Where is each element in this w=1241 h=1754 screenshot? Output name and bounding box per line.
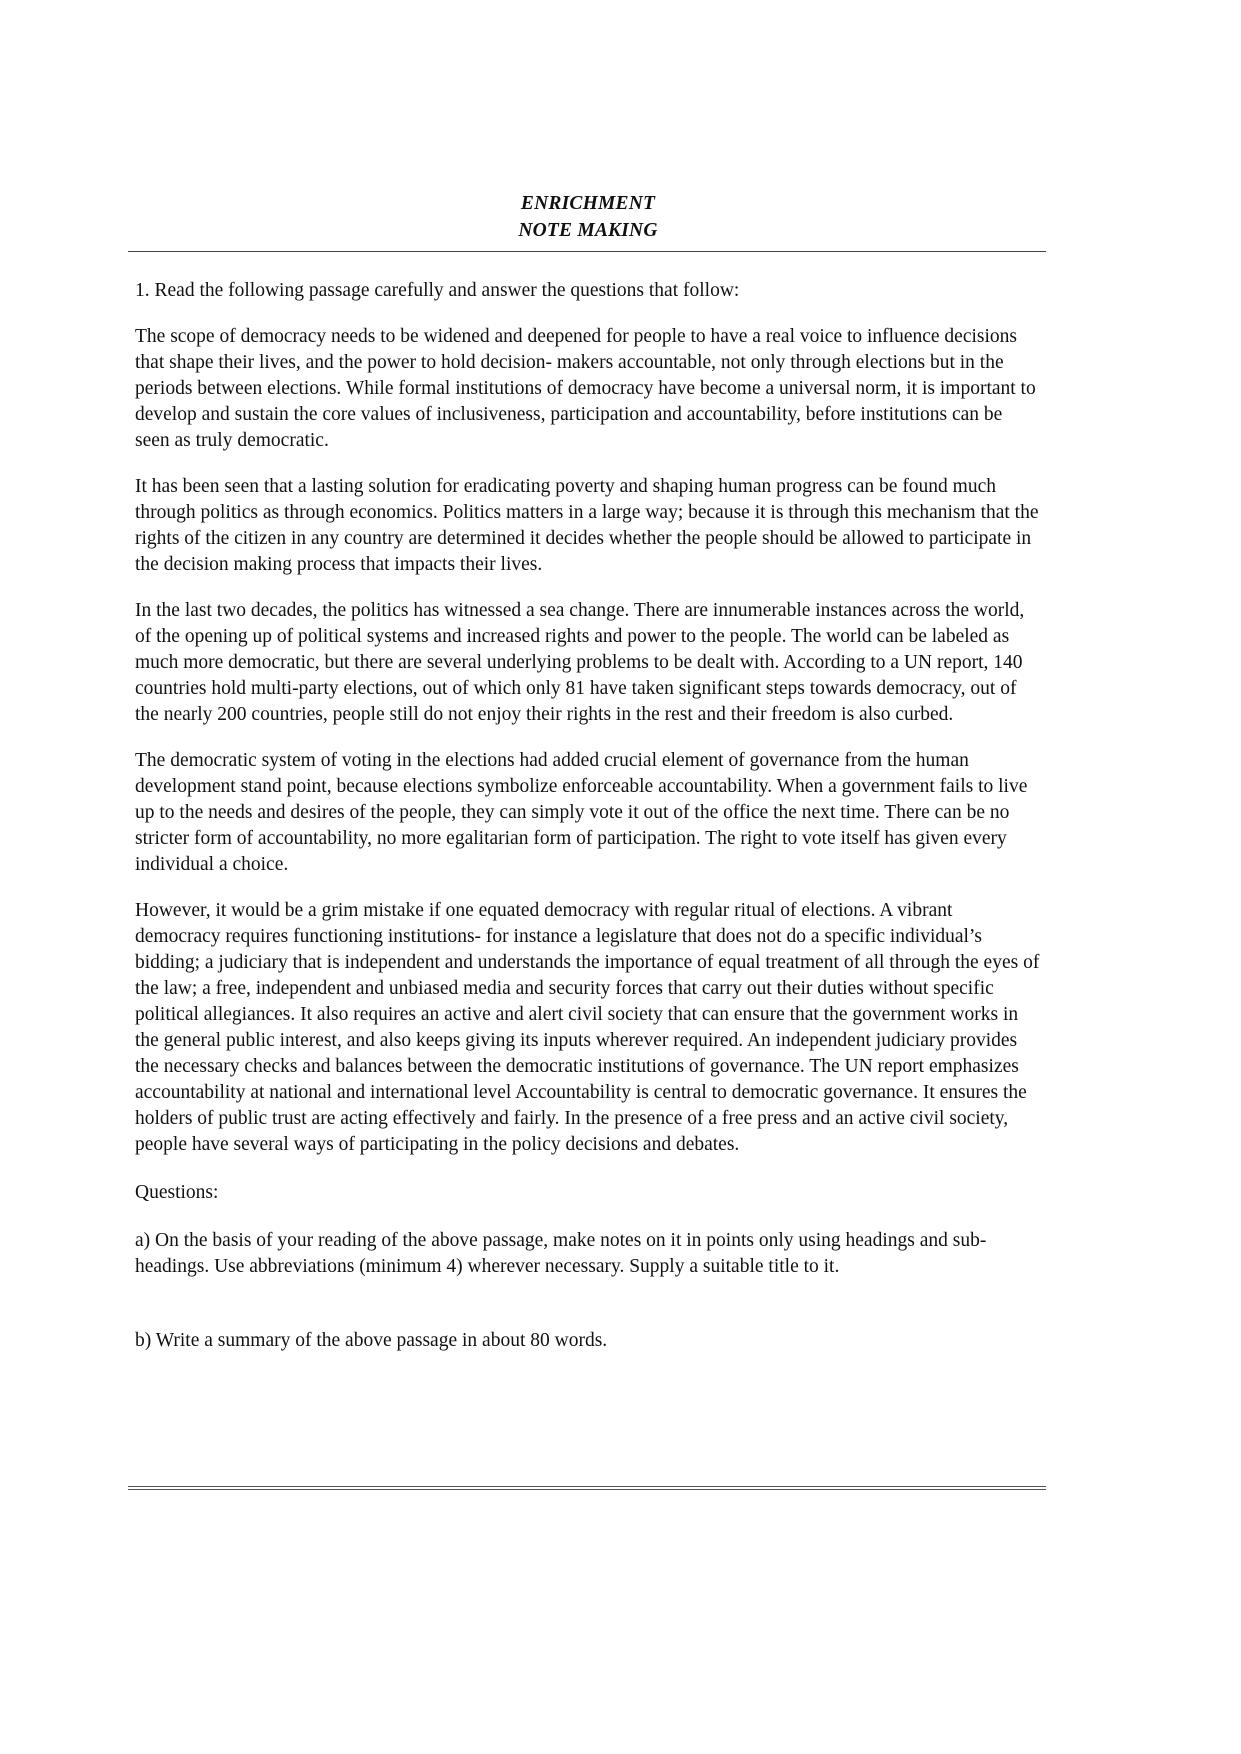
document-title-line-1: ENRICHMENT bbox=[520, 193, 656, 214]
document-title-line-2: NOTE MAKING bbox=[518, 220, 658, 241]
instruction-line: 1. Read the following passage carefully and answer the questions that follow: bbox=[135, 280, 740, 301]
footer-double-rule bbox=[128, 1486, 1046, 1490]
passage-paragraph-2: It has been seen that a lasting solution for eradicating poverty and shaping human progress can be found much through politics as through economics. Politics matters in a large way; because it is through this mechanism that the rights of the citizen in any country are determined it decides whether the people should be allowed to participate in the decision making process that impacts their lives. bbox=[135, 476, 1039, 575]
passage-paragraph-4: The democratic system of voting in the elections had added crucial element of governance from the human development stand point, because elections symbolize enforceable accountability. When a government fails to live up to the needs and desires of the people, they can simply vote it out of the office the next time. There can be no stricter form of accountability, no more egalitarian form of participation. The right to vote itself has given every individual a choice. bbox=[135, 750, 1028, 875]
question-b: b) Write a summary of the above passage in about 80 words. bbox=[135, 1330, 608, 1351]
passage-paragraph-5: However, it would be a grim mistake if one equated democracy with regular ritual of elections. A vibrant democracy requires functioning institutions- for instance a legislature that does not do a specific individual’s bidding; a judiciary that is independent and understands the importance of equal treatment of all through the eyes of the law; a free, independent and unbiased media and security forces that carry out their duties without specific political allegiances. It also requires an active and alert civil society that can ensure that the government works in the general public interest, and also keeps giving its inputs wherever required. An independent judiciary provides the necessary checks and balances between the democratic institutions of governance. The UN report emphasizes accountability at national and international level Accountability is central to democratic governance. It ensures the holders of public trust are acting effectively and fairly. In the presence of a free press and an active civil society, people have several ways of participating in the policy decisions and debates. bbox=[135, 900, 1040, 1155]
document-header bbox=[135, 190, 1041, 244]
passage-body bbox=[135, 278, 1041, 1354]
passage-paragraph-1: The scope of democracy needs to be widened and deepened for people to have a real voice to influence decisions that shape their lives, and the power to hold decision- makers accountable, not only through elections but in the periods between elections. While formal institutions of democracy have become a universal norm, it is important to develop and sustain the core values of inclusiveness, participation and accountability, before institutions can be seen as truly democratic. bbox=[135, 326, 1036, 451]
passage-paragraph-3: In the last two decades, the politics has witnessed a sea change. There are innumerable instances across the world, of the opening up of political systems and increased rights and power to the people. The world can be labeled as much more democratic, but there are several underlying problems to be dealt with. According to a UN report, 140 countries hold multi-party elections, out of which only 81 have taken significant steps towards democracy, out of the nearly 200 countries, people still do not enjoy their rights in the rest and their freedom is also curbed. bbox=[135, 600, 1025, 725]
document-content bbox=[135, 190, 1041, 1354]
header-rule bbox=[128, 251, 1046, 252]
question-a: a) On the basis of your reading of the above passage, make notes on it in points only using headings and sub-headings. Use abbreviations (minimum 4) wherever necessary. Supply a suitable title to it. bbox=[135, 1230, 987, 1277]
questions-heading: Questions: bbox=[135, 1182, 219, 1203]
